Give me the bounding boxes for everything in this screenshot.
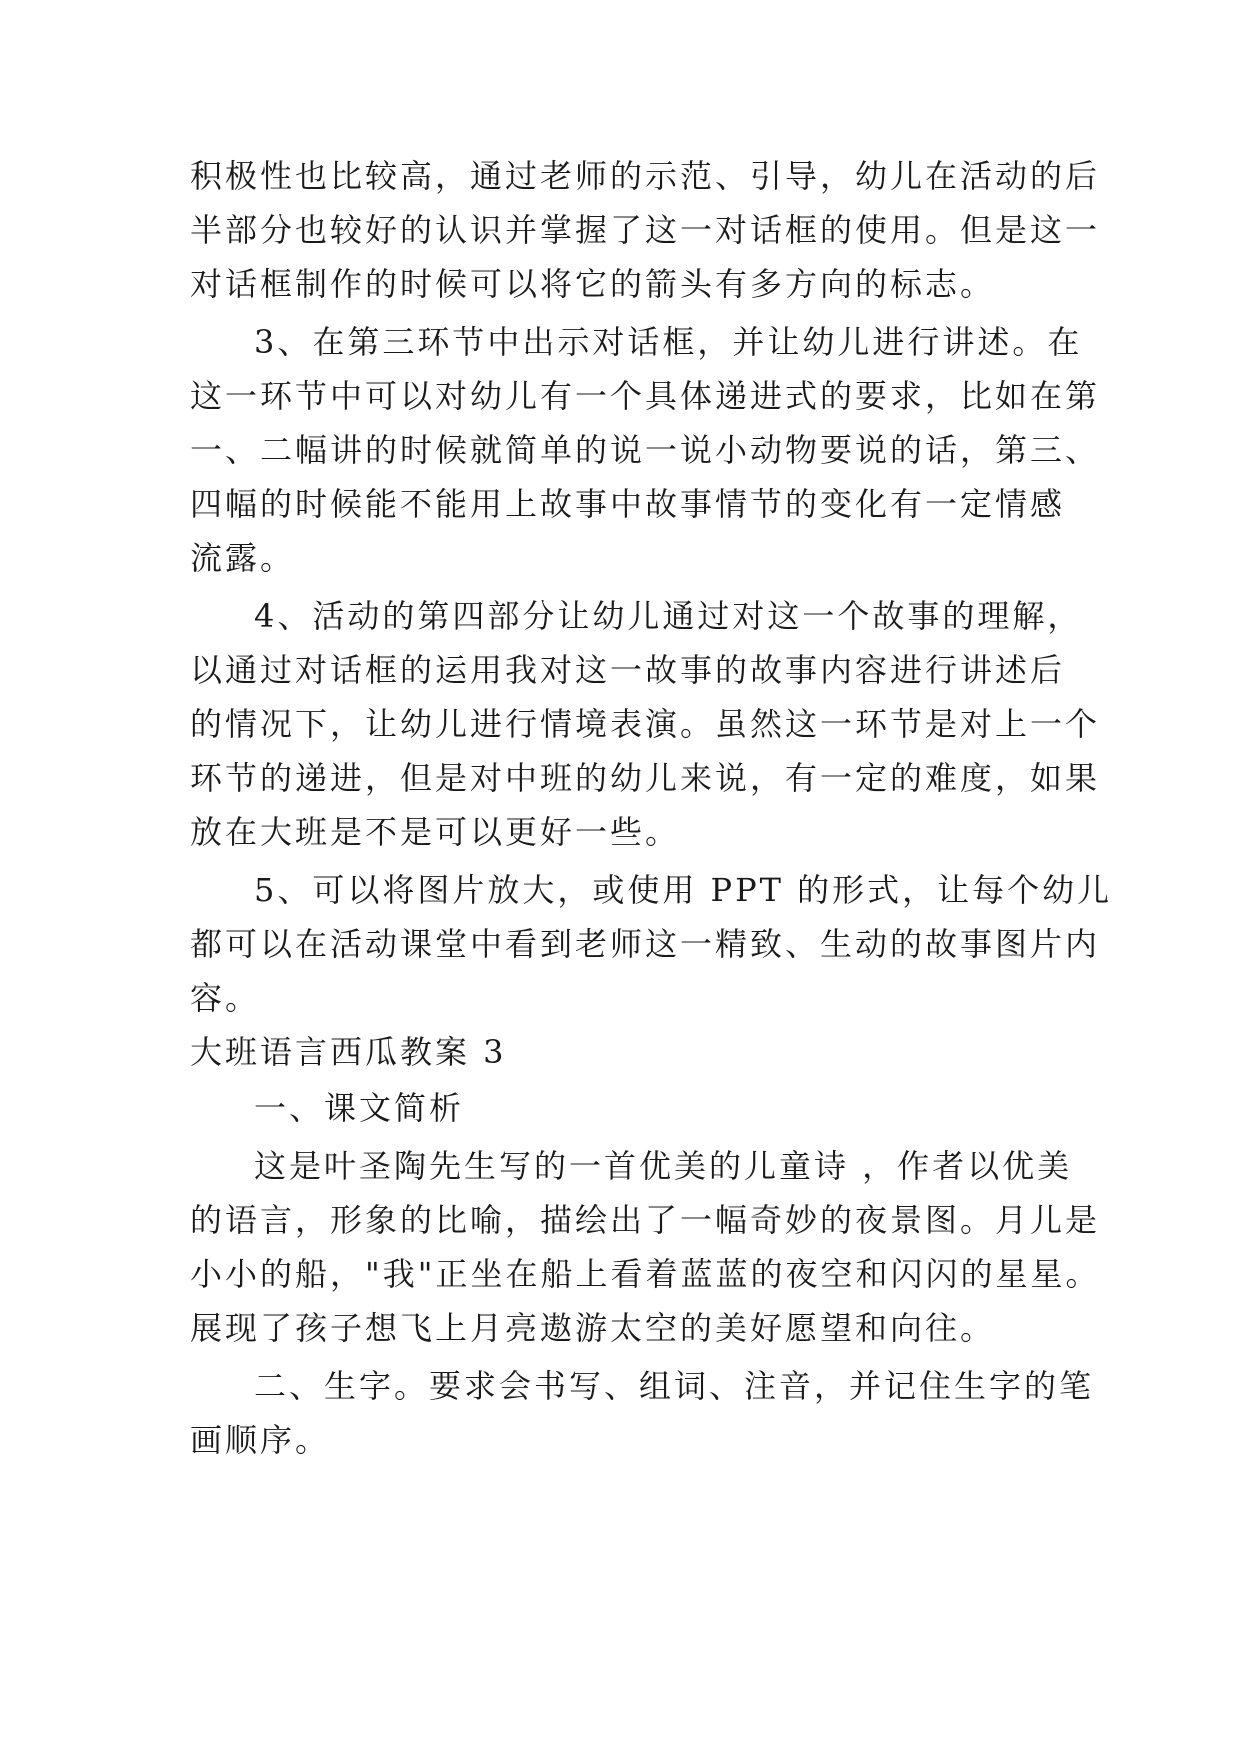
section-heading: 大班语言西瓜教案 3 [190, 1033, 507, 1071]
text-line: 环节的递进，但是对中班的幼儿来说，有一定的难度，如果 [190, 759, 1101, 797]
text-line: 以通过对话框的运用我对这一故事的故事内容进行讲述后 [190, 651, 1066, 689]
text-line: 半部分也较好的认识并掌握了这一对话框的使用。但是这一 [190, 211, 1101, 249]
text-line: 都可以在活动课堂中看到老师这一精致、生动的故事图片内 [190, 925, 1101, 963]
text-line: 4、活动的第四部分让幼儿通过对这一个故事的理解， [254, 597, 1083, 635]
text-line: 的语言，形象的比喻，描绘出了一幅奇妙的夜景图。月儿是 [190, 1201, 1101, 1239]
text-line: 一、二幅讲的时候就简单的说一说小动物要说的话，第三、 [190, 431, 1101, 469]
text-line: 3、在第三环节中出示对话框，并让幼儿进行讲述。在 [254, 323, 1083, 361]
text-line: 这一环节中可以对幼儿有一个具体递进式的要求，比如在第 [190, 377, 1101, 415]
text-line: 展现了孩子想飞上月亮遨游太空的美好愿望和向往。 [190, 1309, 996, 1347]
text-line: 小小的船，"我"正坐在船上看着蓝蓝的夜空和闪闪的星星。 [190, 1255, 1101, 1293]
text-line: 积极性也比较高，通过老师的示范、引导，幼儿在活动的后 [190, 157, 1101, 195]
text-line: 5、可以将图片放大，或使用 PPT 的形式，让每个幼儿 [254, 871, 1113, 909]
text-line: 的情况下，让幼儿进行情境表演。虽然这一环节是对上一个 [190, 705, 1101, 743]
text-line: 容。 [190, 979, 261, 1017]
text-line: 这是叶圣陶先生写的一首优美的儿童诗 ，作者以优美 [254, 1147, 1073, 1185]
text-line: 二、生字。要求会书写、组词、注音，并记住生字的笔 [254, 1367, 1095, 1405]
text-line: 流露。 [190, 539, 296, 577]
text-line: 放在大班是不是可以更好一些。 [190, 813, 681, 851]
text-line: 画顺序。 [190, 1421, 331, 1459]
text-line: 一、课文简析 [254, 1089, 465, 1127]
text-line: 四幅的时候能不能用上故事中故事情节的变化有一定情感 [190, 485, 1066, 523]
text-line: 对话框制作的时候可以将它的箭头有多方向的标志。 [190, 265, 996, 303]
